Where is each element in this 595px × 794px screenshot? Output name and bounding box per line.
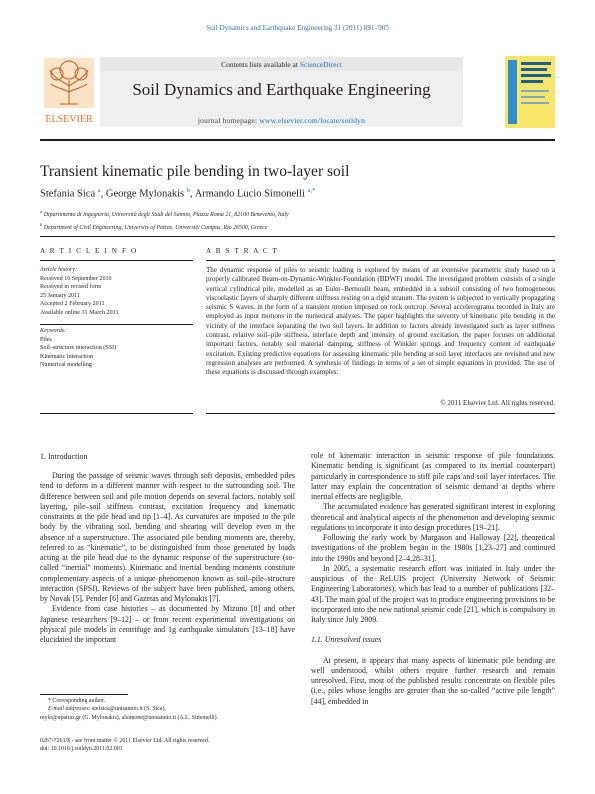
affiliation-text: Dipartimento di Ingegneria, Università degli Studi del Sannio, Piazza Roma 21, 82100 Benevento, Italy <box>43 211 289 218</box>
footnote-rule <box>40 694 128 695</box>
article-info-heading: A R T I C L E I N F O <box>40 247 138 255</box>
journal-reference[interactable]: Soil Dynamics and Earthquake Engineering 31 (2011) 891–905 <box>206 24 389 32</box>
history-item: 25 January 2011 <box>40 292 81 299</box>
homepage-prefix: journal homepage: <box>197 116 260 125</box>
author-list: Stefania Sica $^a$, George Mylonakis $^b$, Armando Lucio Simonelli $^{a,*}$ <box>40 187 316 200</box>
article-info-bottom-rule <box>40 413 193 414</box>
paragraph: The accumulated evidence has generated significant interest in exploring theoretical and analytical aspects of the phenomenon and developing seismic regulations to incorporate it into design procedures [19–21]. <box>311 502 555 532</box>
paragraph: Following the early work by Margason and Halloway [22], theoretical investigations of the problem began in the 1980s [1,23–27] and continued into the 1990s and beyond [2–4,28–31]. <box>311 533 555 563</box>
paragraph: Evidence from case histories – as documented by Mizuno [8] and other Japanese researchers [9–12] – or from recent experimental investigations on physical pile models in centrifuge and 1g earthquake simulators [13–18] have elucidated the important <box>40 604 295 644</box>
article-title: Transient kinematic pile bending in two-layer soil <box>40 163 350 180</box>
affiliation-marker: a <box>40 209 43 214</box>
journal-title: Soil Dynamics and Earthquake Engineering <box>132 80 431 99</box>
doi-link[interactable]: doi: 10.1016/j.soildyn.2011.02.001 <box>40 746 123 753</box>
footnotes <box>40 697 310 722</box>
abstract-rule <box>206 260 555 261</box>
section-rule <box>40 236 555 237</box>
contents-line <box>100 60 463 69</box>
homepage-line <box>100 116 463 125</box>
affiliations <box>40 207 555 234</box>
affiliation-text: Department of Civil Engineering, University of Patras, University Campus, Rio 26500, Greece <box>43 225 268 232</box>
keyword-item: Numerical modelling <box>40 362 92 369</box>
copyright-line: © 2011 Elsevier Ltd. All rights reserved. <box>440 399 555 407</box>
author-name[interactable]: Armando Lucio Simonelli <box>194 188 305 200</box>
history-item: Received in revised form <box>40 284 102 291</box>
left-column <box>40 471 295 645</box>
header-rule <box>40 139 555 141</box>
email-label: E-mail addresses: <box>48 706 91 713</box>
subsection-heading: 1.1. Unresolved issues <box>311 635 382 645</box>
abstract-text: The dynamic response of piles to seismic loading is explored by means of an extensive parametric study based on a properly calibrated Beam-on-Dynamic-Winkler-Foundation (BDWF) model. The investigated problem consists of a single vertical cylindrical pile, modelled as an Euler–Bernoulli beam, embedded in a subsoil consisting of two homogeneous viscoelastic layers of sharply different stiffness resting on a rigid stratum. The system is subjected to vertically propagating seismic S waves, in the form of a transient motion imposed on rock outcrop. Several accelerograms recorded in Italy are employed as input motions in the numerical analyses. The paper highlights the severity of kinematic pile bending in the vicinity of the interface separating the two soil layers. In addition to factors already investigated such as layer stiffness contrast, relative soil–pile stiffness, interface depth and intensity of ground excitation, the paper focuses on additional important factors, notably soil material damping, stiffness of Winkler springs and frequency content of earthquake excitation. Existing predictive equations for assessing kinematic pile bending at soil layer interfaces are revisited and new regression analyses are performed. A synthesis of findings in terms of a set of simple equations in provided. The use of these equations is discussed through examples. <box>206 266 555 377</box>
paragraph: role of kinematic interaction in seismic response of pile foundations. Kinematic bending is significant (as compared to its inertial counterpart) particularly in correspondence to stiff pile caps and soil layer interfaces. The latter may explain the concentration of seismic demand at depths where inertial effects are negligible. <box>311 451 555 501</box>
author-name[interactable]: Stefania Sica <box>40 188 96 200</box>
author-affiliation-marker[interactable]: a <box>97 187 101 194</box>
paragraph: During the passage of seismic waves through soft deposits, embedded piles tend to deform in a different manner with respect to the surrounding soil. The difference between soil and pile motion depends on several factors, notably soil layering, pile–soil stiffness contrast, excitation frequency and kinematic constraints at the pile head and tip [1–4]. As curvatures are imposed to the pile body by the vibrating soil, bending and shearing will develop even in the absence of a superstructure. The associated pile bending moments are, thereby, referred to as “kinematic”, to be distinguished from those generated by loads acting at the pile head due to the dynamic response of the superstructure (so-called “inertial” moments). Kinematic and inertial bending moments constitute complementary aspects of a unique phenomenon known as soil–pile–structure interaction (SPSI). Reviews of the subject have been published, among others, by Novak [5], Pender [6] and Gazetas and Mylonakis [7]. <box>40 471 295 603</box>
journal-cover-image <box>505 56 555 128</box>
issn-doi <box>40 737 310 754</box>
article-info-rule <box>40 260 193 261</box>
keywords-label: Keywords: <box>40 328 67 334</box>
email-address[interactable]: stefsica@unisannio.it (S. Sica), <box>90 706 166 713</box>
email-address[interactable]: mylo@upatras.gr (G. Mylonakis), alsimone@unisannio.it (A.L. Simonelli). <box>40 714 219 721</box>
history-item: Accepted 2 February 2011 <box>40 301 105 308</box>
keywords <box>40 324 193 370</box>
elsevier-logo <box>40 56 98 128</box>
author-affiliation-marker[interactable]: a,* <box>307 187 316 194</box>
keyword-item: Soil–structure interaction (SSI) <box>40 345 117 352</box>
issn-line: 0267-7261/$ - see front matter © 2011 Elsevier Ltd. All rights reserved. <box>40 738 210 744</box>
author-affiliation-marker[interactable]: b <box>186 187 191 194</box>
contents-prefix: Contents lists available at <box>221 60 300 69</box>
keyword-item: Kinematic interaction <box>40 353 93 360</box>
right-column <box>311 451 555 707</box>
homepage-link[interactable]: www.elsevier.com/locate/soildyn <box>259 116 366 125</box>
section-heading: 1. Introduction <box>40 452 88 461</box>
abstract-heading: A B S T R A C T <box>206 247 279 255</box>
publisher-name: ELSEVIER <box>45 114 93 125</box>
sciencedirect-link[interactable]: ScienceDirect <box>299 60 342 69</box>
affiliation-marker: b <box>40 222 43 228</box>
keyword-item: Piles <box>40 336 52 343</box>
affiliation-a <box>40 207 555 220</box>
history-item: Received 16 September 2010 <box>40 275 112 282</box>
author-name[interactable]: George Mylonakis <box>105 188 185 200</box>
corresponding-author-note: * Corresponding author. <box>48 698 106 704</box>
abstract-bottom-rule <box>206 413 555 414</box>
affiliation-b <box>40 220 555 233</box>
paragraph: In 2005, a systematic research effort was initiated in Italy under the auspicious of the ReLUIS project (University Network of Seismic Engineering Laboratories), which has lead to a number of publications [32–43]. The main goal of the project was to produce engineering provisions to be incorporated into the new national seismic code [21], which is compulsory in Italy since July 2009. <box>311 563 555 624</box>
email-line <box>40 705 310 713</box>
article-history <box>40 266 193 318</box>
history-item: Available online 31 March 2011 <box>40 309 119 316</box>
history-label: Article history: <box>40 267 78 273</box>
paragraph: At present, it appears that many aspects of kinematic pile bending are well understood, whilst others require further research and remain unresolved. First, most of the published results concentrate on flexible piles (i.e., piles whose lengths are greater than the so-called “active pile length” [44], embedded in <box>311 655 555 706</box>
